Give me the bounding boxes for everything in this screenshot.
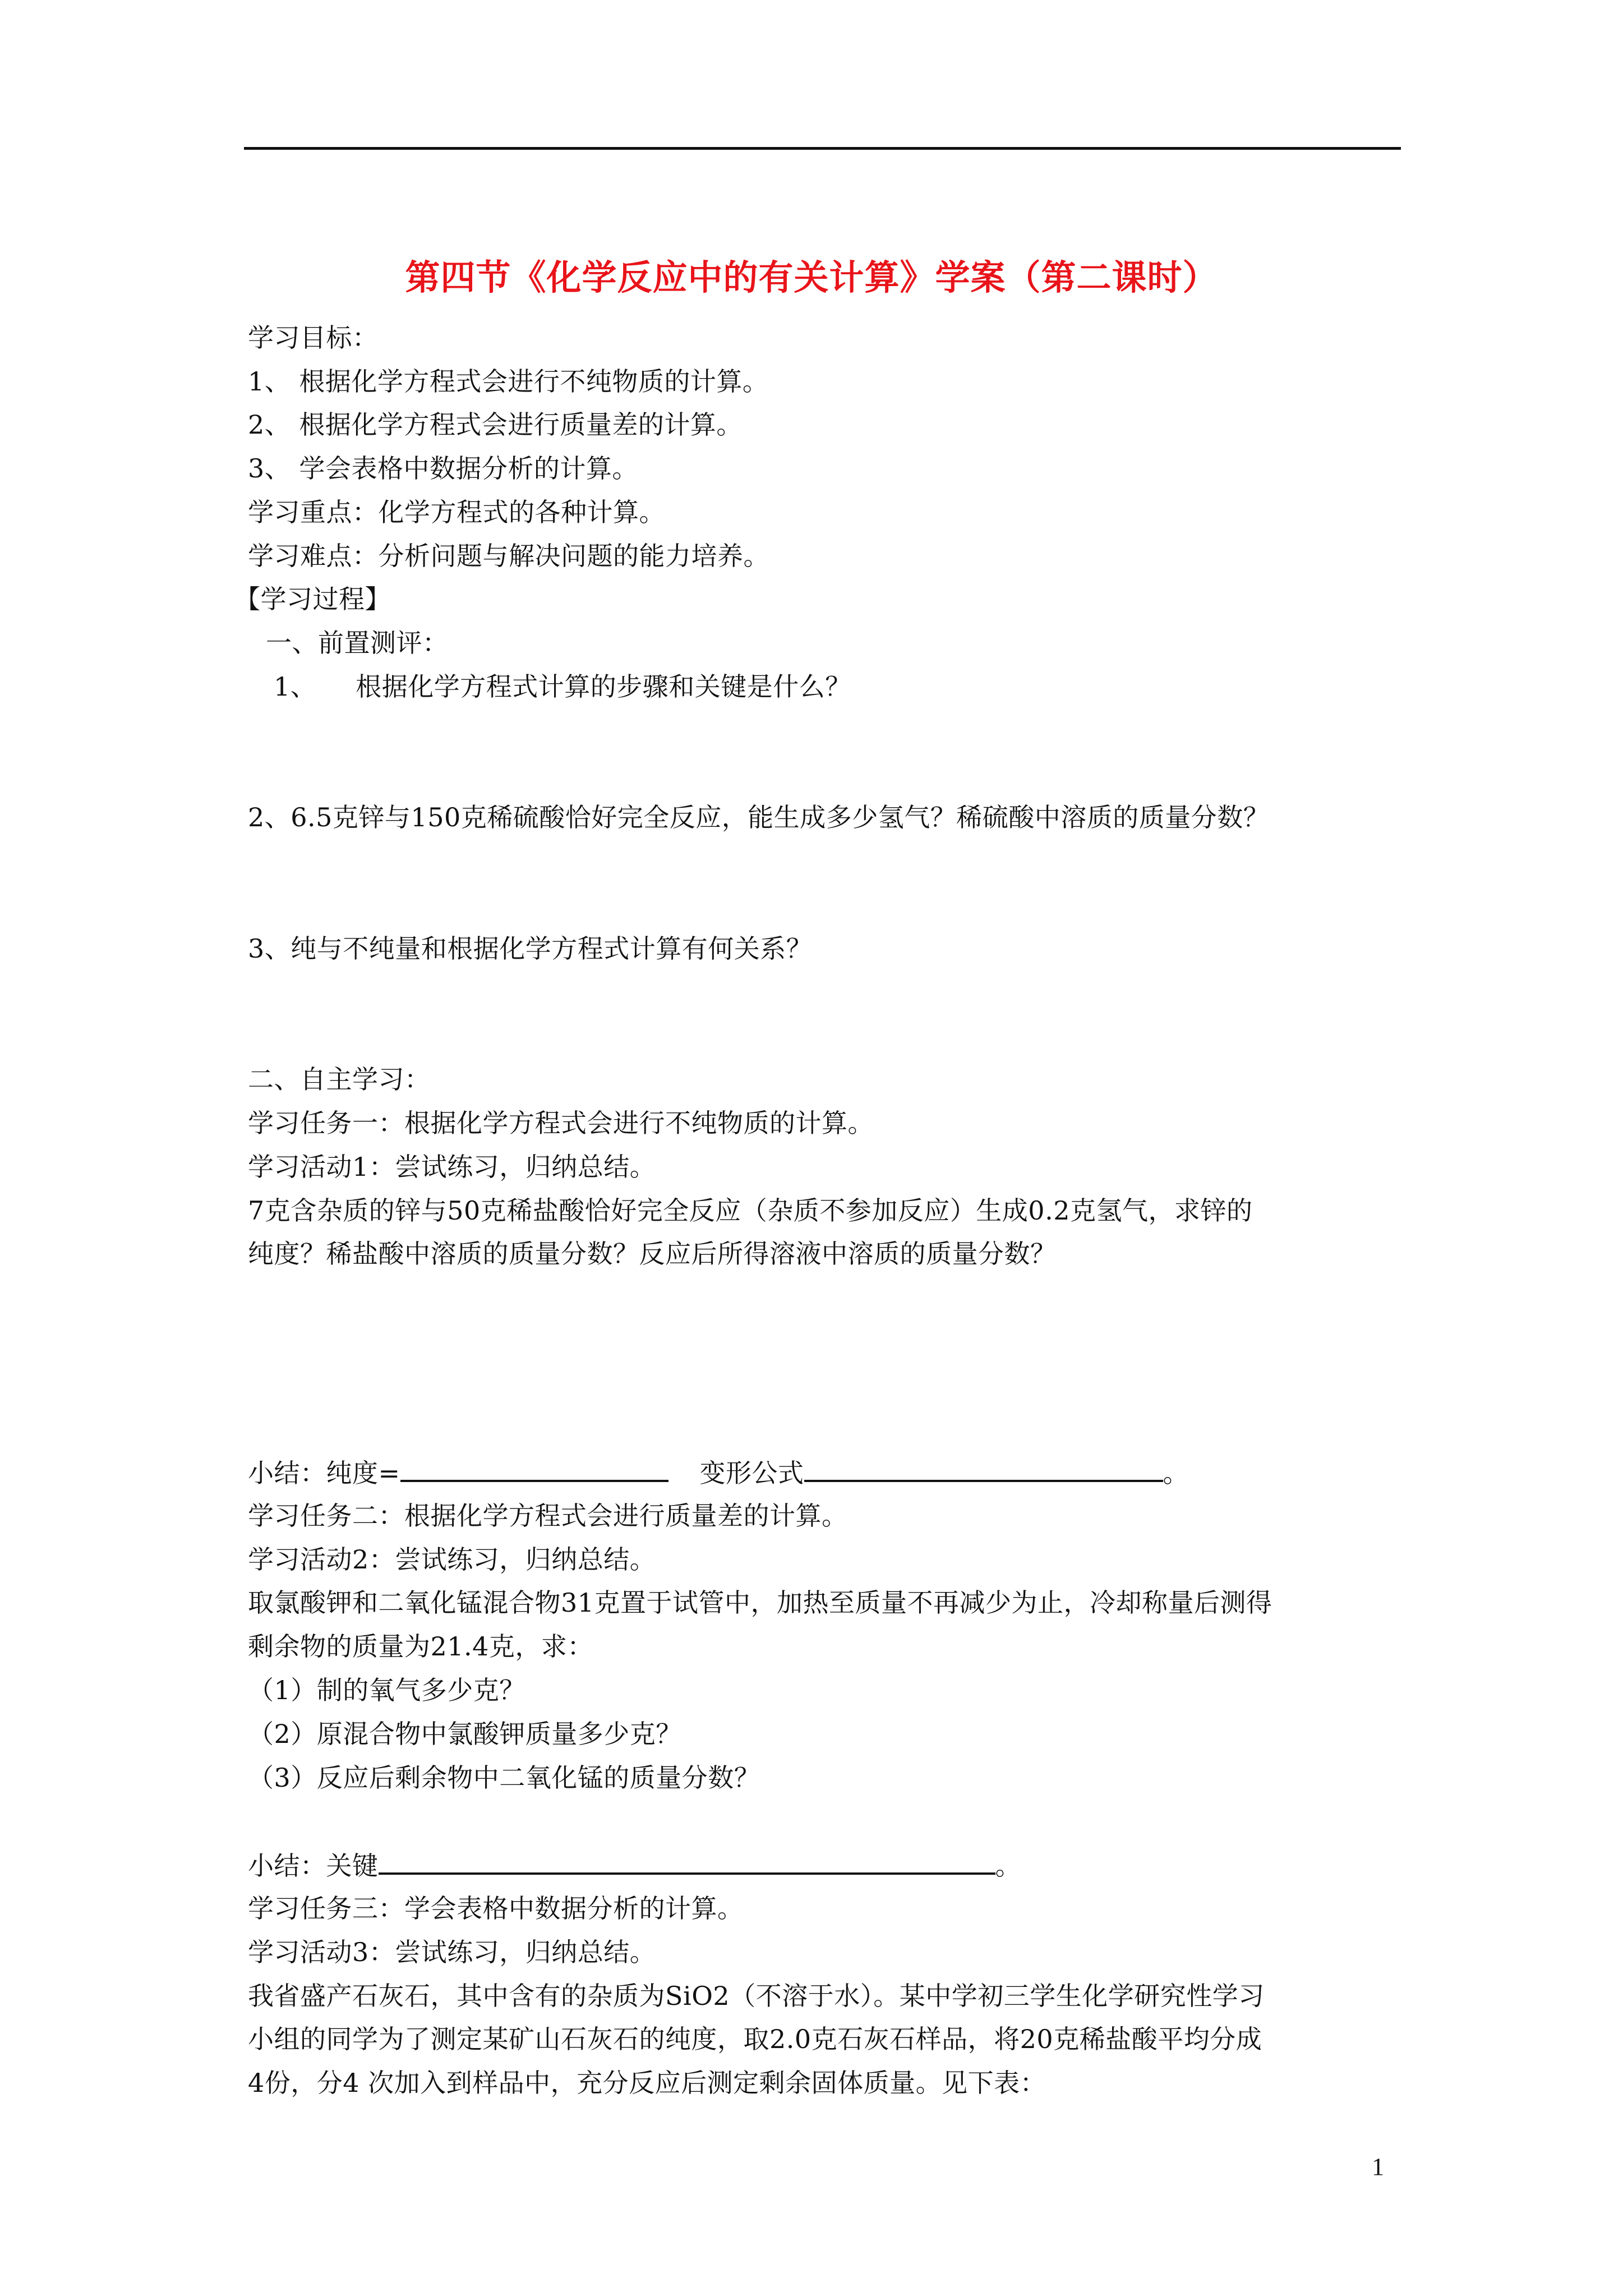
summary-1-prefix: 小结：纯度= <box>248 1458 400 1488</box>
process-heading: 【学习过程】 <box>234 584 391 614</box>
difficulty: 学习难点：分析问题与解决问题的能力培养。 <box>248 541 769 571</box>
activity-2-subquestion-3: （3）反应后剩余物中二氧化锰的质量分数？ <box>248 1763 760 1793</box>
page-number: 1 <box>1372 2153 1384 2180</box>
summary-2-end: 。 <box>995 1851 1021 1881</box>
summary-2-prefix: 小结：关键 <box>248 1851 379 1881</box>
activity-2-problem-line-1: 取氯酸钾和二氧化锰混合物31克置于试管中，加热至质量不再减少为止，冷却称量后测得 <box>248 1588 1272 1618</box>
objective-2: 2、 根据化学方程式会进行质量差的计算。 <box>248 409 743 440</box>
activity-1-problem-line-2: 纯度？稀盐酸中溶质的质量分数？反应后所得溶液中溶质的质量分数？ <box>248 1239 1057 1269</box>
task-1: 学习任务一：根据化学方程式会进行不纯物质的计算。 <box>248 1108 874 1138</box>
activity-3-problem-line-1: 我省盛产石灰石，其中含有的杂质为SiO2（不溶于水）。某中学初三学生化学研究性学习 <box>248 1981 1265 2011</box>
activity-1-problem-line-1: 7克含杂质的锌与50克稀盐酸恰好完全反应（杂质不参加反应）生成0.2克氢气，求锌的 <box>248 1195 1253 1226</box>
activity-1: 学习活动1：尝试练习，归纳总结。 <box>248 1152 656 1182</box>
task-2: 学习任务二：根据化学方程式会进行质量差的计算。 <box>248 1501 848 1531</box>
derived-formula-blank[interactable] <box>804 1455 1163 1482</box>
pretest-question-3: 3、纯与不纯量和根据化学方程式计算有何关系？ <box>248 933 813 964</box>
activity-3-problem-line-2: 小组的同学为了测定某矿山石灰石的纯度，取2.0克石灰石样品，将20克稀盐酸平均分成 <box>248 2024 1262 2054</box>
pretest-heading: 一、前置测评： <box>266 628 449 658</box>
pretest-question-2: 2、6.5克锌与150克稀硫酸恰好完全反应，能生成多少氢气？稀硫酸中溶质的质量分数？ <box>248 802 1270 832</box>
summary-1 <box>248 1455 1189 1490</box>
key-point-blank[interactable] <box>379 1848 995 1875</box>
objective-1: 1、 根据化学方程式会进行不纯物质的计算。 <box>248 366 769 397</box>
summary-1-middle: 变形公式 <box>699 1458 804 1488</box>
selfstudy-heading: 二、自主学习： <box>248 1064 431 1094</box>
task-3: 学习任务三：学会表格中数据分析的计算。 <box>248 1893 744 1924</box>
purity-formula-blank[interactable] <box>400 1455 668 1482</box>
activity-2: 学习活动2：尝试练习，归纳总结。 <box>248 1544 656 1575</box>
document-title: 第四节《化学反应中的有关计算》学案（第二课时） <box>405 257 1218 298</box>
summary-2 <box>248 1848 1021 1883</box>
header-rule <box>244 147 1401 150</box>
pretest-question-1: 1、 根据化学方程式计算的步骤和关键是什么？ <box>274 671 851 702</box>
summary-1-end: 。 <box>1163 1458 1189 1488</box>
objective-3: 3、 学会表格中数据分析的计算。 <box>248 453 638 484</box>
activity-2-subquestion-2: （2）原混合物中氯酸钾质量多少克？ <box>248 1719 682 1749</box>
activity-2-subquestion-1: （1）制的氧气多少克？ <box>248 1675 525 1705</box>
activity-3-problem-line-3: 4份，分4 次加入到样品中，充分反应后测定剩余固体质量。见下表： <box>248 2068 1046 2098</box>
activity-2-problem-line-2: 剩余物的质量为21.4克，求： <box>248 1631 593 1662</box>
activity-3: 学习活动3：尝试练习，归纳总结。 <box>248 1937 656 1967</box>
key-point: 学习重点：化学方程式的各种计算。 <box>248 497 665 527</box>
objectives-heading: 学习目标： <box>248 323 379 353</box>
